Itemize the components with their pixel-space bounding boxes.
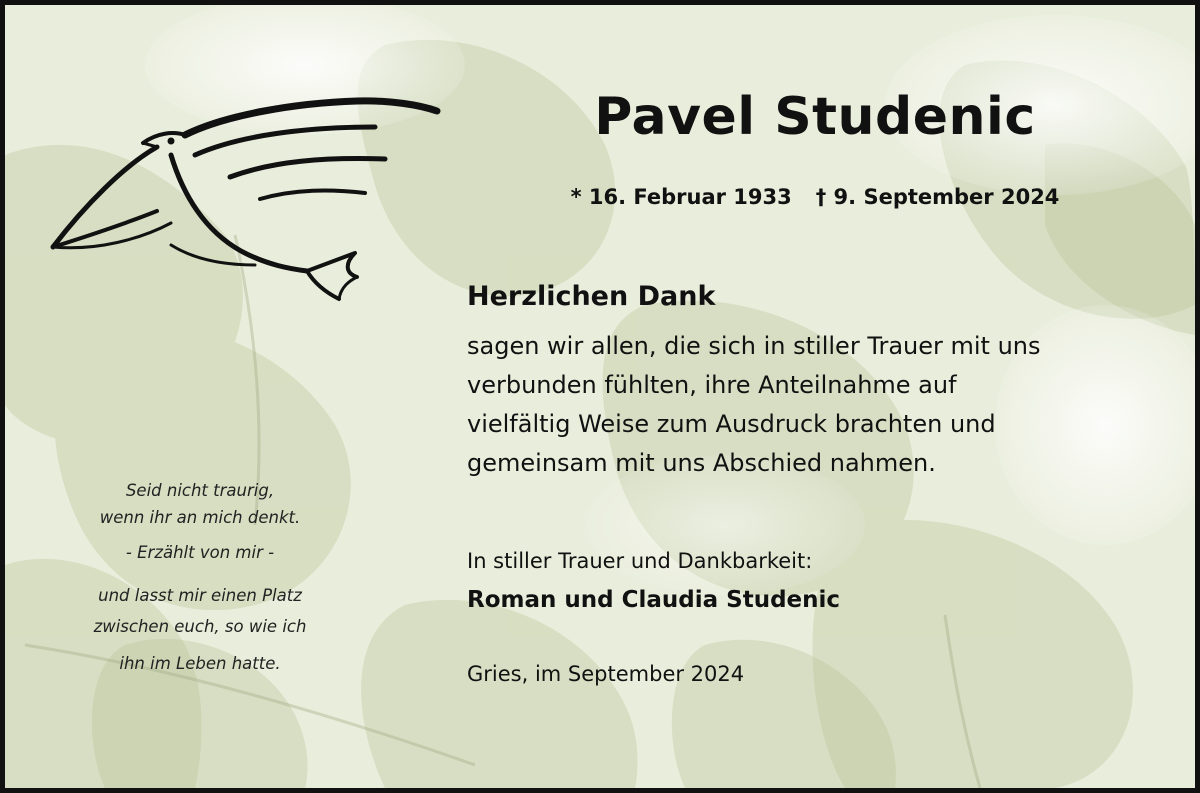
dove-icon — [45, 95, 445, 305]
poem-line: wenn ihr an mich denkt. — [99, 508, 301, 527]
poem-line: ihn im Leben hatte. — [119, 654, 281, 673]
poem-line: und lasst mir einen Platz — [98, 586, 302, 605]
life-dates — [545, 185, 1085, 209]
death-date: † 9. September 2024 — [815, 185, 1060, 209]
place-date: Gries, im September 2024 — [467, 662, 745, 686]
thanks-text — [467, 327, 1107, 483]
thanks-line: gemeinsam mit uns Abschied nahmen. — [467, 449, 936, 477]
mourners-names: Roman und Claudia Studenic — [467, 587, 841, 613]
thanks-line: vielfältig Weise zum Ausdruck brachten und — [467, 410, 996, 438]
poem-line: - Erzählt von mir - — [125, 543, 275, 562]
deceased-name: Pavel Studenic — [594, 87, 1036, 147]
poem-line: zwischen euch, so wie ich — [93, 617, 307, 636]
poem — [35, 477, 365, 677]
thanks-line: verbunden fühlten, ihre Anteilnahme auf — [467, 371, 957, 399]
poem-line: Seid nicht traurig, — [125, 481, 275, 500]
thanks-line: sagen wir allen, die sich in stiller Trauer mit uns — [467, 332, 1041, 360]
thanks-heading: Herzlichen Dank — [467, 281, 716, 312]
birth-date: * 16. Februar 1933 — [570, 185, 792, 209]
mourning-label: In stiller Trauer und Dankbarkeit: — [467, 549, 813, 573]
